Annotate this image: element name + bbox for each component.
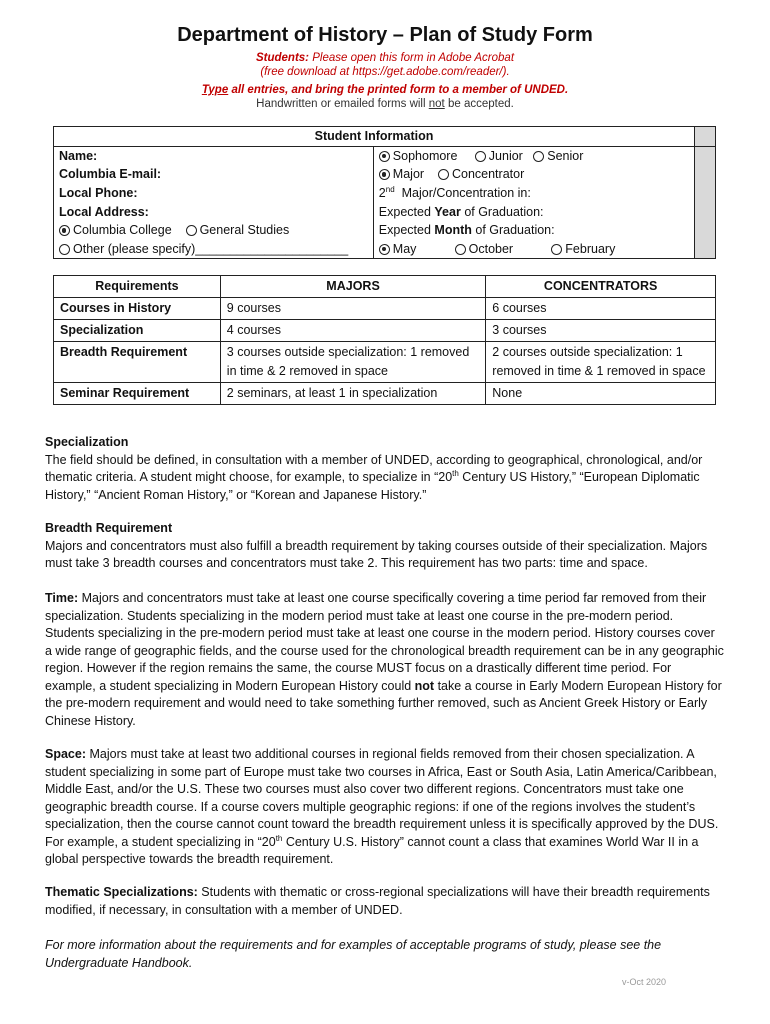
second-major-label: Major/Concentration in: bbox=[401, 186, 531, 201]
students-label: Students: bbox=[255, 52, 310, 64]
spec-sup: th bbox=[452, 468, 459, 478]
bring-note bbox=[0, 83, 770, 97]
space-text-a: Majors must take at least two additional courses in regional fields removed from their chosen specialization. A student specializing in some part of Europe must take two courses in Africa, East or South Asia, Latin America/Caribbean, Middle East, and/or the U.S. These two courses must also cover two different regions. Concentrators must take one geographic breadth course. If a course covers multiple geographic regions: if one of the regions involves the student’s specialization, then the course cannot count toward the breadth requirement unless it is specifically approved by the DUS. For example, a student specializing in “20 bbox=[45, 747, 719, 849]
major-radio[interactable] bbox=[379, 169, 390, 180]
requirement-label: Specialization bbox=[54, 320, 221, 342]
table-row bbox=[54, 342, 716, 383]
concentrators-cell: 3 courses bbox=[486, 320, 716, 342]
columbia-college-radio[interactable] bbox=[59, 225, 70, 236]
spec-text-a: The field should be defined, in consultation with a member of UNDED, according to geographical, chronological, and/or thematic criteria. A student might choose, for example, to specialize in “20 bbox=[45, 452, 703, 484]
handwritten-post: be accepted. bbox=[447, 98, 514, 110]
breadth-text: Majors and concentrators must also fulfill a breadth requirement by taking courses outside of their specialization. Majors must take 3 breadth courses and concentrators must take 2. This requirement has two parts: time and space. bbox=[45, 538, 708, 570]
majors-header: MAJORS bbox=[220, 276, 485, 298]
thematic-section bbox=[45, 884, 725, 919]
may-label: May bbox=[392, 241, 417, 256]
requirements-table bbox=[53, 275, 716, 405]
general-studies-radio[interactable] bbox=[186, 225, 197, 236]
bring-note-text: all entries, and bring the printed form to a member of UNDED. bbox=[231, 84, 569, 96]
grad-month-field[interactable] bbox=[373, 221, 694, 240]
space-sup: th bbox=[275, 833, 283, 843]
concentrators-header: CONCENTRATORS bbox=[486, 276, 716, 298]
grad-year-post: of Graduation: bbox=[464, 204, 544, 219]
space-text bbox=[45, 746, 725, 869]
time-label: Time: bbox=[45, 591, 79, 605]
space-text-b: Century U.S. History” cannot count a class that examines World War II in a global perspective towards the breadth requirement. bbox=[45, 834, 699, 866]
second-major-field[interactable] bbox=[373, 184, 694, 203]
concentrator-radio[interactable] bbox=[438, 169, 449, 180]
time-not: not bbox=[414, 678, 435, 693]
time-text-b: take a course in Early Modern European History for the pre-modern requirement and would need to take something further removed, such as Ancient Greek History or Early Chinese History. bbox=[45, 678, 722, 728]
concentrators-cell: 2 courses outside specialization: 1 removed in time & 1 removed in space bbox=[486, 342, 716, 383]
space-section bbox=[45, 746, 725, 869]
specialization-heading: Specialization bbox=[45, 435, 129, 449]
students-note-text: Please open this form in Adobe Acrobat bbox=[312, 52, 515, 64]
version-label: v-Oct 2020 bbox=[622, 977, 667, 987]
grad-year-pre: Expected bbox=[378, 204, 431, 219]
concentrators-cell: 6 courses bbox=[486, 298, 716, 320]
grad-month-post: of Graduation: bbox=[475, 223, 555, 238]
student-info-heading: Student Information bbox=[54, 127, 695, 147]
table-row bbox=[54, 383, 716, 405]
download-note: (free download at https://get.adobe.com/reader/). bbox=[260, 66, 510, 78]
specialization-section bbox=[45, 434, 725, 504]
grad-year-bold: Year bbox=[434, 204, 461, 219]
requirement-label: Courses in History bbox=[54, 298, 221, 320]
specialization-text bbox=[45, 452, 725, 505]
time-text-a: Majors and concentrators must take at least one course specifically covering a time period far removed from their specialization. Students specializing in the modern period must take at least one course in the pre-modern period. Students specializing in the pre-modern period must take at least one course in the modern period. History courses cover a wide range of geographic fields, and the course used for the chronological breadth requirement can be in any geographic region. However if the region remains the same, the course MUST focus on a drastically different time period. For example, a student specializing in Modern European History could bbox=[45, 591, 724, 693]
requirement-label: Seminar Requirement bbox=[54, 383, 221, 405]
february-label: February bbox=[565, 241, 616, 256]
time-text bbox=[45, 590, 725, 730]
second-major-sup: nd bbox=[385, 184, 395, 194]
other-label[interactable]: Other (please specify)______________________ bbox=[73, 241, 349, 256]
may-radio[interactable] bbox=[379, 244, 390, 255]
breadth-heading: Breadth Requirement bbox=[45, 521, 173, 535]
senior-label: Senior bbox=[547, 148, 584, 163]
time-section bbox=[45, 590, 725, 730]
sophomore-radio[interactable] bbox=[379, 151, 390, 162]
concentrators-cell: None bbox=[486, 383, 716, 405]
grad-month-pre: Expected bbox=[378, 223, 431, 238]
columbia-college-label: Columbia College bbox=[73, 223, 172, 238]
majors-cell: 2 seminars, at least 1 in specialization bbox=[220, 383, 485, 405]
senior-radio[interactable] bbox=[533, 151, 544, 162]
second-major-num: 2 bbox=[378, 186, 386, 201]
not-word: not bbox=[428, 98, 445, 110]
breadth-section bbox=[45, 520, 725, 573]
table-row bbox=[54, 298, 716, 320]
more-info-section bbox=[45, 937, 725, 972]
students-note bbox=[0, 51, 770, 65]
grad-year-field[interactable] bbox=[373, 202, 694, 221]
october-radio[interactable] bbox=[455, 244, 466, 255]
february-radio[interactable] bbox=[551, 244, 562, 255]
junior-radio[interactable] bbox=[475, 151, 486, 162]
handwritten-note bbox=[0, 97, 770, 111]
page-title: Department of History – Plan of Study Form bbox=[177, 24, 593, 46]
space-label: Space: bbox=[45, 747, 86, 761]
majors-cell: 9 courses bbox=[220, 298, 485, 320]
thematic-text bbox=[45, 884, 725, 919]
thematic-label: Thematic Specializations: bbox=[45, 885, 198, 899]
table-row bbox=[54, 320, 716, 342]
october-label: October bbox=[468, 241, 514, 256]
requirements-header: Requirements bbox=[54, 276, 221, 298]
email-label: Columbia E-mail: bbox=[59, 167, 162, 182]
majors-cell: 4 courses bbox=[220, 320, 485, 342]
handwritten-pre: Handwritten or emailed forms will bbox=[256, 98, 426, 110]
requirement-label: Breadth Requirement bbox=[54, 342, 221, 383]
phone-label: Local Phone: bbox=[59, 186, 138, 201]
student-info-table bbox=[53, 126, 716, 259]
name-label: Name: bbox=[59, 148, 98, 163]
majors-cell: 3 courses outside specialization: 1 removed in time & 2 removed in space bbox=[220, 342, 485, 383]
address-label: Local Address: bbox=[59, 204, 149, 219]
junior-label: Junior bbox=[488, 148, 523, 163]
other-radio[interactable] bbox=[59, 244, 70, 255]
thematic-body: Students with thematic or cross-regional specializations will have their breadth requirements modified, if necessary, in consultation with a member of UNDED. bbox=[45, 885, 710, 917]
concentrator-label: Concentrator bbox=[451, 167, 525, 182]
major-label: Major bbox=[392, 167, 425, 182]
type-word: Type bbox=[201, 84, 229, 96]
grad-month-bold: Month bbox=[434, 223, 472, 238]
general-studies-label: General Studies bbox=[199, 223, 290, 238]
sophomore-label: Sophomore bbox=[392, 148, 458, 163]
spec-text-b: Century US History,” “European Diplomatic History,” “Ancient Roman History,” or “Korean and Japanese History.” bbox=[45, 470, 700, 502]
more-info-text: For more information about the requirements and for examples of acceptable programs of study, please see the Undergraduate Handbook. bbox=[45, 938, 662, 970]
